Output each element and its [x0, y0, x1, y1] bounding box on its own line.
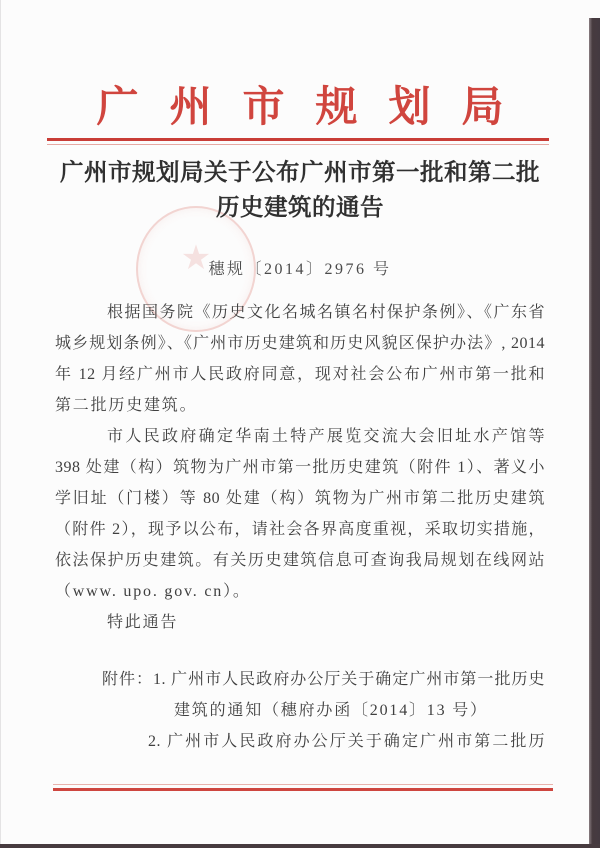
- body-line: 年 12 月经广州市人民政府同意，现对社会公布广州市第一批和: [55, 366, 545, 383]
- body-line: 市人民政府确定华南土特产展览交流大会旧址水产馆等: [107, 428, 545, 445]
- scan-right-edge-shadow: [589, 18, 600, 848]
- body-line: （www. upo. gov. cn）。: [55, 583, 251, 600]
- body-line: 398 处建（构）筑物为广州市第一批历史建筑（附件 1）、著义小: [55, 459, 545, 476]
- attachment-line: 2. 广州市人民政府办公厅关于确定广州市第二批历: [148, 733, 545, 750]
- letterhead-rule-thick: [47, 138, 549, 141]
- attachment-line: 附件：1. 广州市人民政府办公厅关于确定广州市第一批历史: [102, 671, 545, 688]
- document-number: 穗规〔2014〕2976 号: [208, 261, 392, 278]
- notice-title-line2: 历史建筑的通告: [216, 195, 384, 221]
- notice-body: [55, 297, 545, 638]
- seal-star-icon: ★: [180, 240, 212, 277]
- body-line: （附件 2），现予以公布，请社会各界高度重视，采取切实措施，: [55, 521, 545, 538]
- attachments-block: [102, 664, 545, 757]
- paragraph-1: [55, 297, 545, 421]
- notice-title: [30, 156, 570, 226]
- body-line: 第二批历史建筑。: [55, 397, 198, 414]
- notice-title-line1: 广州市规划局关于公布广州市第一批和第二批: [60, 160, 540, 186]
- body-line: 依法保护历史建筑。有关历史建筑信息可查询我局规划在线网站: [55, 552, 545, 569]
- agency-letterhead: 广州市规划局: [96, 85, 535, 131]
- attachment-line: 建筑的通知（穗府办函〔2014〕13 号）: [174, 702, 488, 719]
- closing-statement: 特此通告: [107, 614, 179, 631]
- letterhead-rule-thin: [47, 144, 549, 145]
- body-line: 根据国务院《历史文化名城名镇名村保护条例》、《广东省: [107, 304, 545, 321]
- body-line: 城乡规划条例》、《广州市历史建筑和历史风貌区保护办法》, 2014: [55, 335, 545, 352]
- footer-rule-thin: [53, 784, 553, 785]
- body-line: 学旧址（门楼）等 80 处建（构）筑物为广州市第二批历史建筑: [55, 490, 545, 507]
- footer-rule-thick: [53, 788, 553, 791]
- paragraph-2: [55, 421, 545, 607]
- scan-bottom-edge-shadow: [0, 844, 600, 848]
